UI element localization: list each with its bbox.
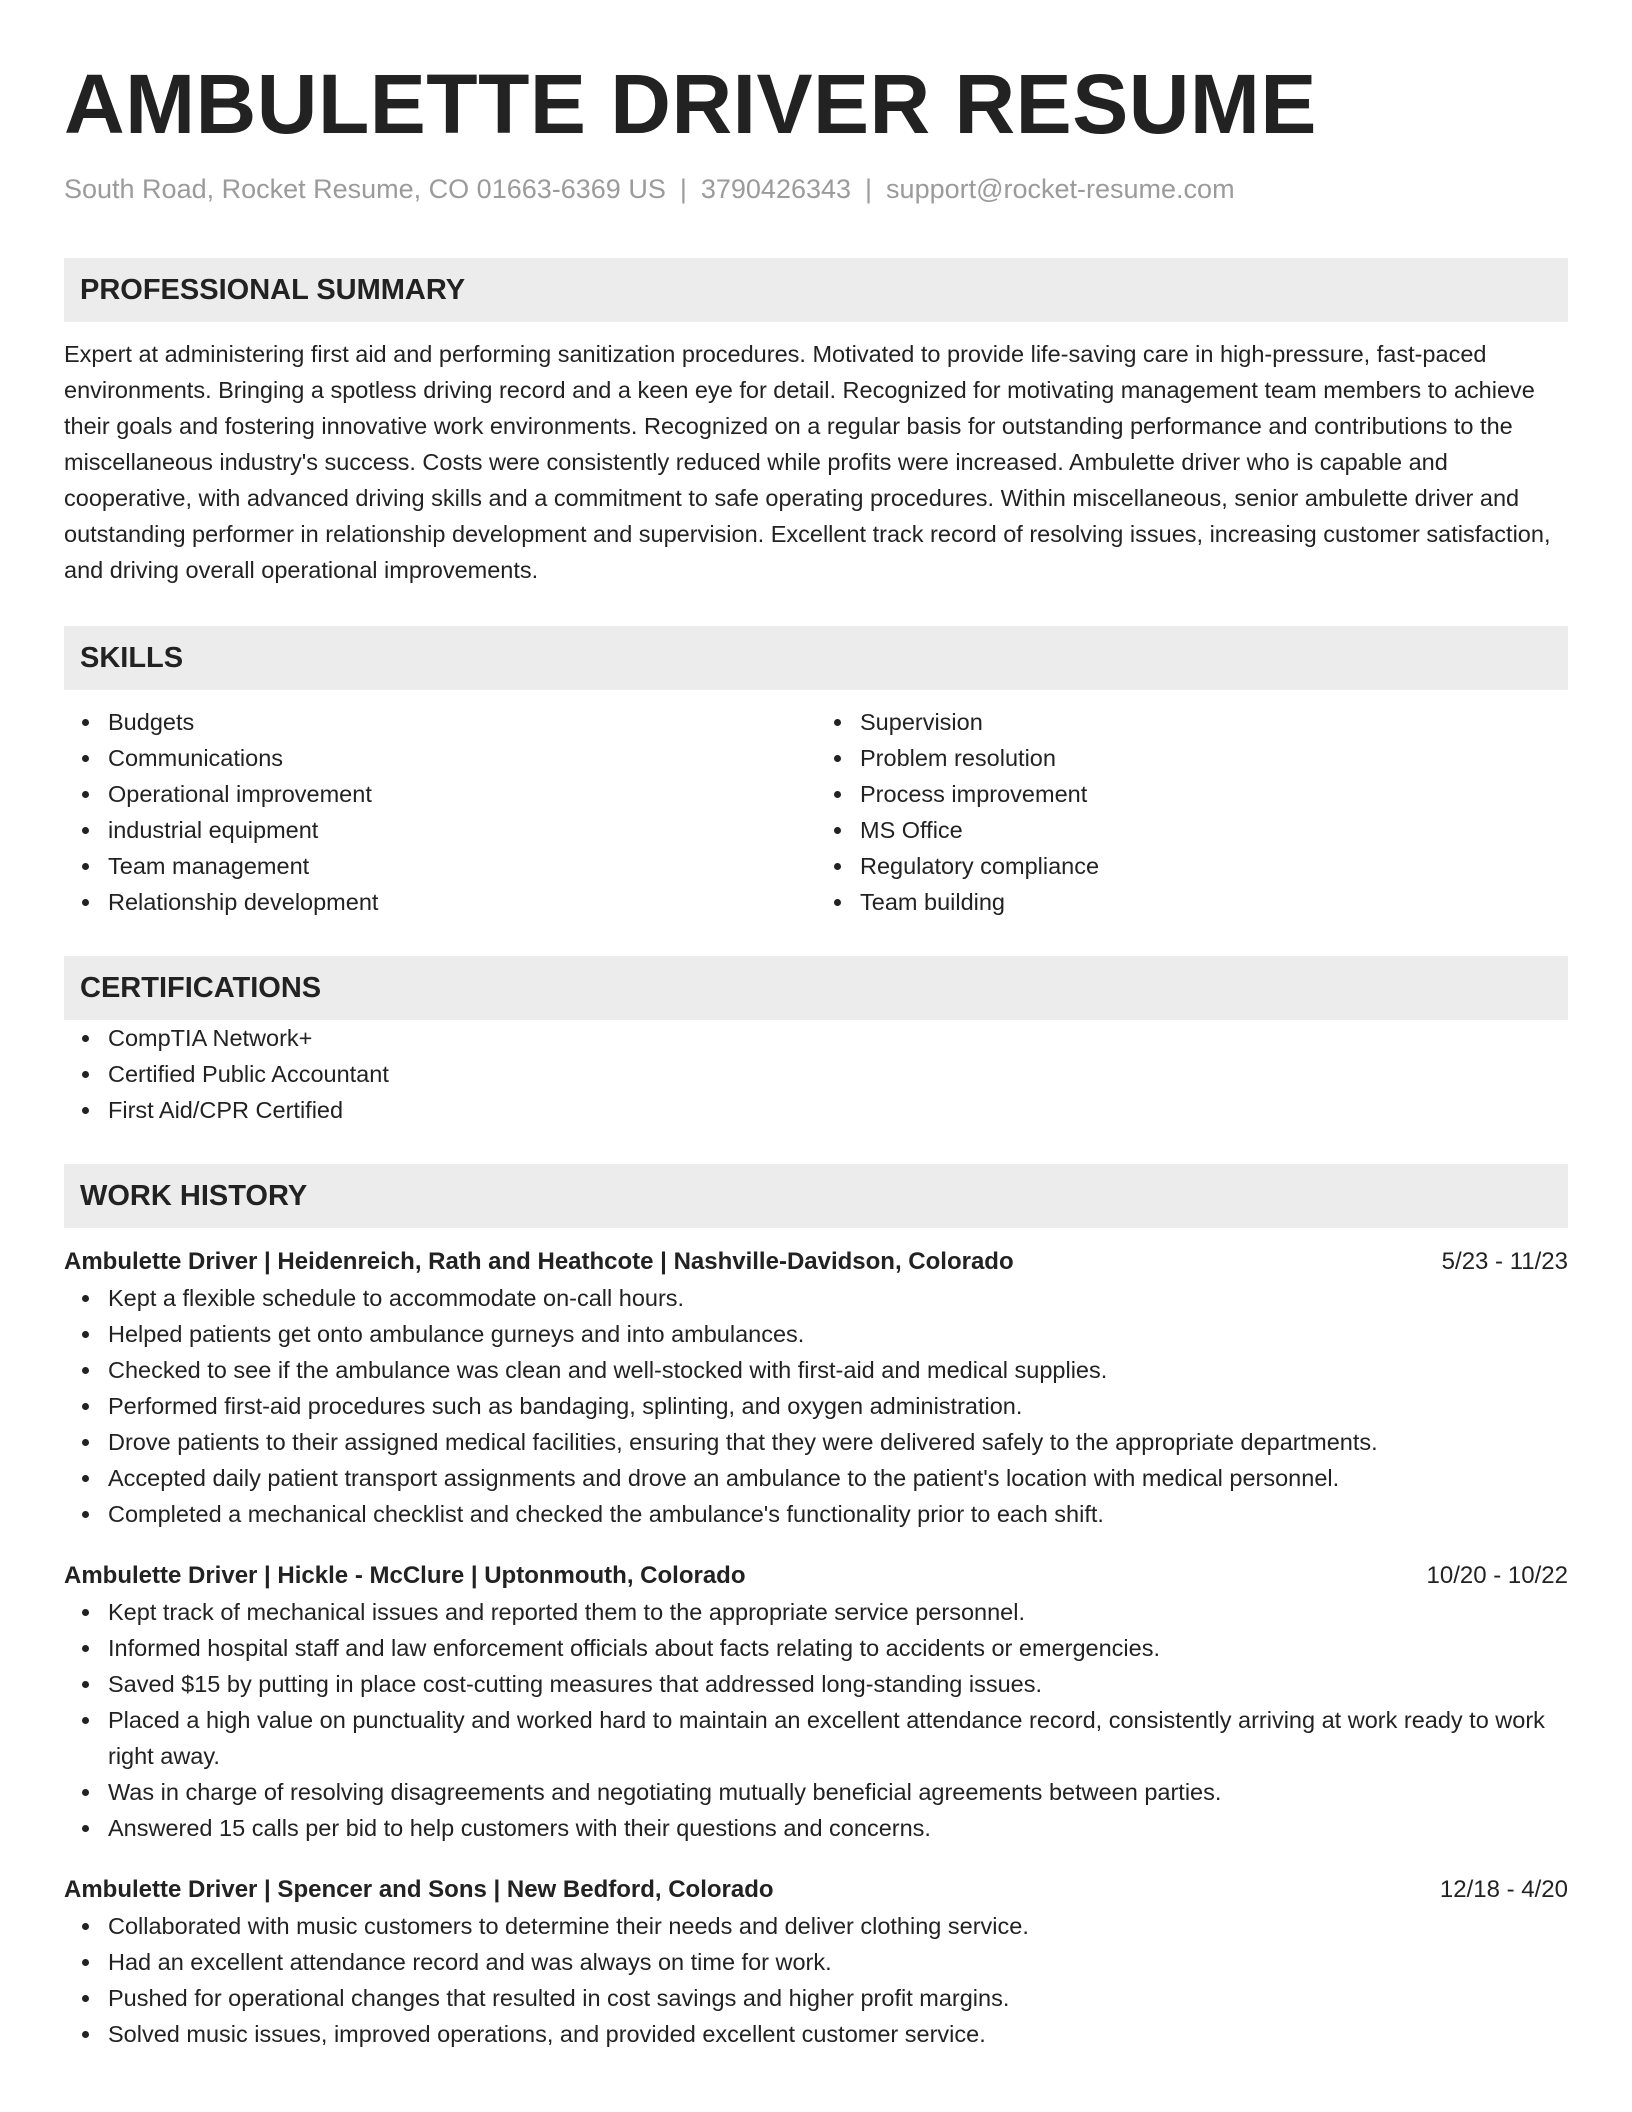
job-header — [64, 1244, 1568, 1280]
job-header — [64, 1872, 1568, 1908]
job-dates: 12/18 - 4/20 — [1439, 1876, 1568, 1903]
skill-item: Operational improvement — [108, 776, 816, 812]
job-duty: Completed a mechanical checklist and checked the ambulance's functionality prior to each shift. — [108, 1496, 1568, 1532]
job-duty: Collaborated with music customers to determine their needs and deliver clothing service. — [108, 1908, 1568, 1944]
job-duty: Helped patients get onto ambulance gurneys and into ambulances. — [108, 1316, 1568, 1352]
skill-item: Relationship development — [108, 884, 816, 920]
job-duty: Had an excellent attendance record and was always on time for work. — [108, 1944, 1568, 1980]
skill-item: Communications — [108, 740, 816, 776]
skill-item: Problem resolution — [860, 740, 1568, 776]
job-title: Ambulette Driver | Hickle - McClure | Uptonmouth, Colorado — [64, 1562, 746, 1589]
job-duty: Answered 15 calls per bid to help customers with their questions and concerns. — [108, 1810, 1568, 1846]
section-heading-summary: PROFESSIONAL SUMMARY — [64, 258, 1568, 322]
section-heading-certifications: CERTIFICATIONS — [64, 956, 1568, 1020]
skill-item: Team building — [860, 884, 1568, 920]
resume-title: AMBULETTE DRIVER RESUME — [64, 57, 1317, 151]
certification-item: Certified Public Accountant — [108, 1056, 1568, 1092]
job-duty: Kept track of mechanical issues and reported them to the appropriate service personnel. — [108, 1594, 1568, 1630]
job-duty: Saved $15 by putting in place cost-cutting measures that addressed long-standing issues. — [108, 1666, 1568, 1702]
skills-columns — [64, 704, 1568, 920]
skill-item: Budgets — [108, 704, 816, 740]
job-dates: 10/20 - 10/22 — [1426, 1562, 1568, 1589]
job-dates: 5/23 - 11/23 — [1441, 1248, 1568, 1275]
skill-item: Team management — [108, 848, 816, 884]
job-duty: Informed hospital staff and law enforcement officials about facts relating to accidents or emergencies. — [108, 1630, 1568, 1666]
job-duties-list — [64, 1594, 1568, 1846]
section-heading-skills: SKILLS — [64, 626, 1568, 690]
job-header — [64, 1558, 1568, 1594]
job-duty: Performed first-aid procedures such as bandaging, splinting, and oxygen administration. — [108, 1388, 1568, 1424]
skill-item: MS Office — [860, 812, 1568, 848]
certification-item: First Aid/CPR Certified — [108, 1092, 1568, 1128]
job-duty: Checked to see if the ambulance was clean and well-stocked with first-aid and medical supplies. — [108, 1352, 1568, 1388]
job-title: Ambulette Driver | Spencer and Sons | New Bedford, Colorado — [64, 1876, 774, 1903]
job-duty: Pushed for operational changes that resulted in cost savings and higher profit margins. — [108, 1980, 1568, 2016]
skill-item: Regulatory compliance — [860, 848, 1568, 884]
skill-item: Process improvement — [860, 776, 1568, 812]
job-duty: Solved music issues, improved operations, and provided excellent customer service. — [108, 2016, 1568, 2052]
skills-list-right — [816, 704, 1568, 920]
contact-phone: 3790426343 — [700, 174, 852, 204]
job-title: Ambulette Driver | Heidenreich, Rath and Heathcote | Nashville-Davidson, Colorado — [64, 1248, 1014, 1275]
certifications-list — [64, 1020, 1568, 1128]
section-heading-work-history: WORK HISTORY — [64, 1164, 1568, 1228]
job-duties-list — [64, 1280, 1568, 1532]
resume-page — [64, 0, 1568, 2052]
contact-separator: | — [679, 174, 687, 204]
job-duty: Kept a flexible schedule to accommodate on-call hours. — [108, 1280, 1568, 1316]
contact-separator: | — [865, 174, 873, 204]
contact-address: South Road, Rocket Resume, CO 01663-6369 US — [64, 174, 666, 204]
skill-item: industrial equipment — [108, 812, 816, 848]
job-duty: Was in charge of resolving disagreements and negotiating mutually beneficial agreements between parties. — [108, 1774, 1568, 1810]
job-duty: Drove patients to their assigned medical facilities, ensuring that they were delivered safely to the appropriate departments. — [108, 1424, 1568, 1460]
skill-item: Supervision — [860, 704, 1568, 740]
contact-line — [64, 172, 1568, 206]
skills-list-left — [64, 704, 816, 920]
job-duties-list — [64, 1908, 1568, 2052]
summary-paragraph: Expert at administering first aid and performing sanitization procedures. Motivated to provide life-saving care in high-pressure, fast-paced environments. Bringing a spotless driving record and a keen eye for detail. Recognized for motivating management team members to achieve their goals and fostering innovative work environments. Recognized on a regular basis for outstanding performance and contributions to the miscellaneous industry's success. Costs were consistently reduced while profits were increased. Ambulette driver who is capable and cooperative, with advanced driving skills and a commitment to safe operating procedures. Within miscellaneous, senior ambulette driver and outstanding performer in relationship development and supervision. Excellent track record of resolving issues, increasing customer satisfaction, and driving overall operational improvements. — [64, 341, 1551, 583]
job-duty: Placed a high value on punctuality and worked hard to maintain an excellent attendance record, consistently arriving at work ready to work right away. — [108, 1702, 1568, 1774]
certification-item: CompTIA Network+ — [108, 1020, 1568, 1056]
job-duty: Accepted daily patient transport assignments and drove an ambulance to the patient's location with medical personnel. — [108, 1460, 1568, 1496]
contact-email: support@rocket-resume.com — [886, 174, 1235, 204]
